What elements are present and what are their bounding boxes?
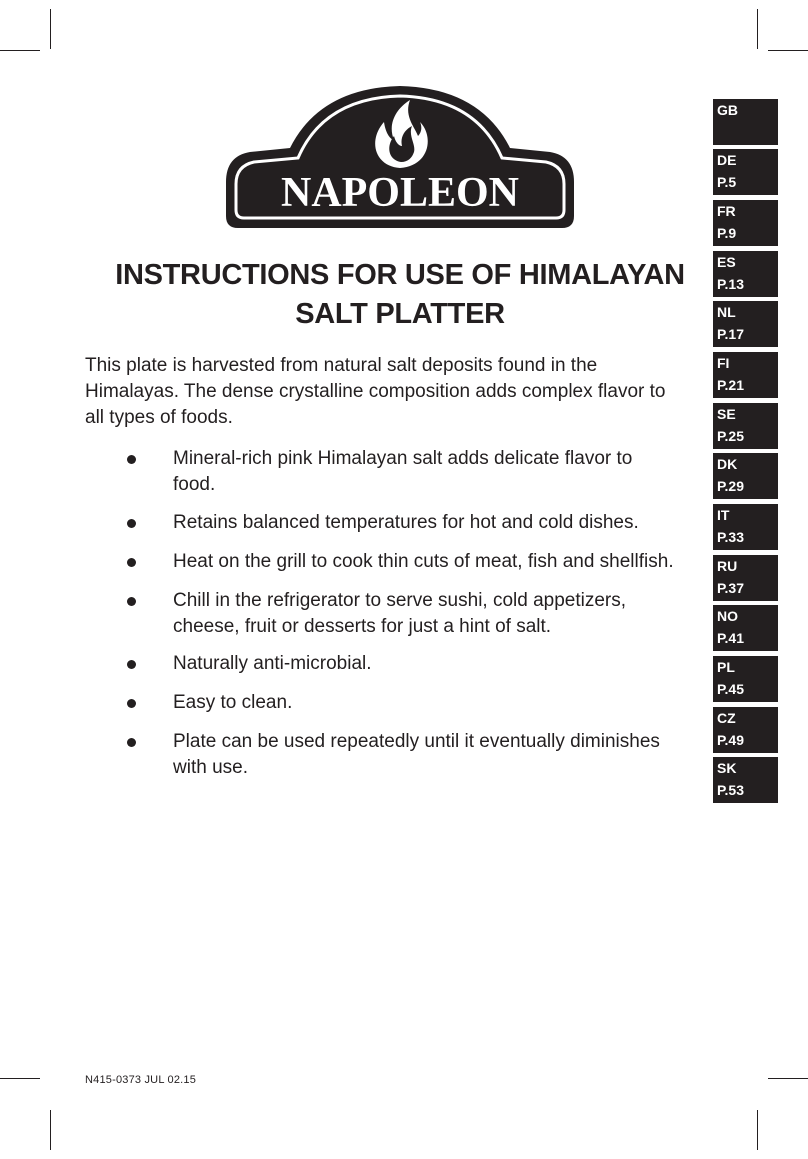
- crop-mark: [50, 1110, 51, 1150]
- bullet-dot-icon: [127, 738, 136, 747]
- bullet-dot-icon: [127, 558, 136, 567]
- list-item-text: with use.: [173, 757, 248, 778]
- crop-mark: [0, 1078, 40, 1079]
- list-item-text: Naturally anti-microbial.: [173, 653, 372, 674]
- lang-tab-fi[interactable]: FI P.21: [713, 352, 778, 398]
- lang-tab-fr[interactable]: FR P.9: [713, 200, 778, 246]
- list-item: [120, 588, 710, 640]
- list-item: [120, 510, 710, 536]
- brand-wordmark: NAPOLEON: [280, 170, 520, 216]
- bullet-dot-icon: [127, 699, 136, 708]
- lang-tab-gb[interactable]: GB: [713, 99, 778, 145]
- bullet-dot-icon: [127, 455, 136, 464]
- lang-tab-no[interactable]: NO P.41: [713, 605, 778, 651]
- bullet-dot-icon: [127, 660, 136, 669]
- list-item-text: Mineral-rich pink Himalayan salt adds delicate flavor to: [173, 448, 633, 469]
- list-item-text: food.: [173, 474, 216, 495]
- intro-line: This plate is harvested from natural salt deposits found in the: [85, 355, 598, 376]
- list-item-text: Retains balanced temperatures for hot and cold dishes.: [173, 512, 639, 533]
- list-item: [120, 446, 710, 498]
- crop-mark: [768, 50, 808, 51]
- napoleon-logo: [224, 82, 576, 234]
- list-item: [120, 690, 710, 716]
- lang-tab-se[interactable]: SE P.25: [713, 403, 778, 449]
- bullet-dot-icon: [127, 519, 136, 528]
- lang-tab-pl[interactable]: PL P.45: [713, 656, 778, 702]
- intro-line: all types of foods.: [85, 407, 233, 428]
- lang-tab-es[interactable]: ES P.13: [713, 251, 778, 297]
- crop-mark: [50, 9, 51, 49]
- lang-tab-cz[interactable]: CZ P.49: [713, 707, 778, 753]
- lang-tab-ru[interactable]: RU P.37: [713, 555, 778, 601]
- lang-tab-nl[interactable]: NL P.17: [713, 301, 778, 347]
- crop-mark: [0, 50, 40, 51]
- list-item-text: Chill in the refrigerator to serve sushi, cold appetizers,: [173, 590, 627, 611]
- lang-tab-sk[interactable]: SK P.53: [713, 757, 778, 803]
- document-code: N415-0373 JUL 02.15: [85, 1074, 197, 1086]
- lang-tab-dk[interactable]: DK P.29: [713, 453, 778, 499]
- intro-paragraph: [85, 353, 700, 431]
- list-item-text: Plate can be used repeatedly until it eventually diminishes: [173, 731, 660, 752]
- page-title-line-2: SALT PLATTER: [295, 298, 505, 330]
- crop-mark: [757, 9, 758, 49]
- bullet-dot-icon: [127, 597, 136, 606]
- intro-line: Himalayas. The dense crystalline composition adds complex flavor to: [85, 381, 666, 402]
- list-item-text: Heat on the grill to cook thin cuts of meat, fish and shellfish.: [173, 551, 674, 572]
- list-item-text: Easy to clean.: [173, 692, 293, 713]
- list-item: [120, 549, 710, 575]
- crop-mark: [757, 1110, 758, 1150]
- page-title-line-1: INSTRUCTIONS FOR USE OF HIMALAYAN: [115, 259, 685, 291]
- lang-tab-de[interactable]: DE P.5: [713, 149, 778, 195]
- crop-mark: [768, 1078, 808, 1079]
- list-item-text: cheese, fruit or desserts for just a hint of salt.: [173, 616, 552, 637]
- lang-tab-it[interactable]: IT P.33: [713, 504, 778, 550]
- list-item: [120, 651, 710, 677]
- list-item: [120, 729, 710, 781]
